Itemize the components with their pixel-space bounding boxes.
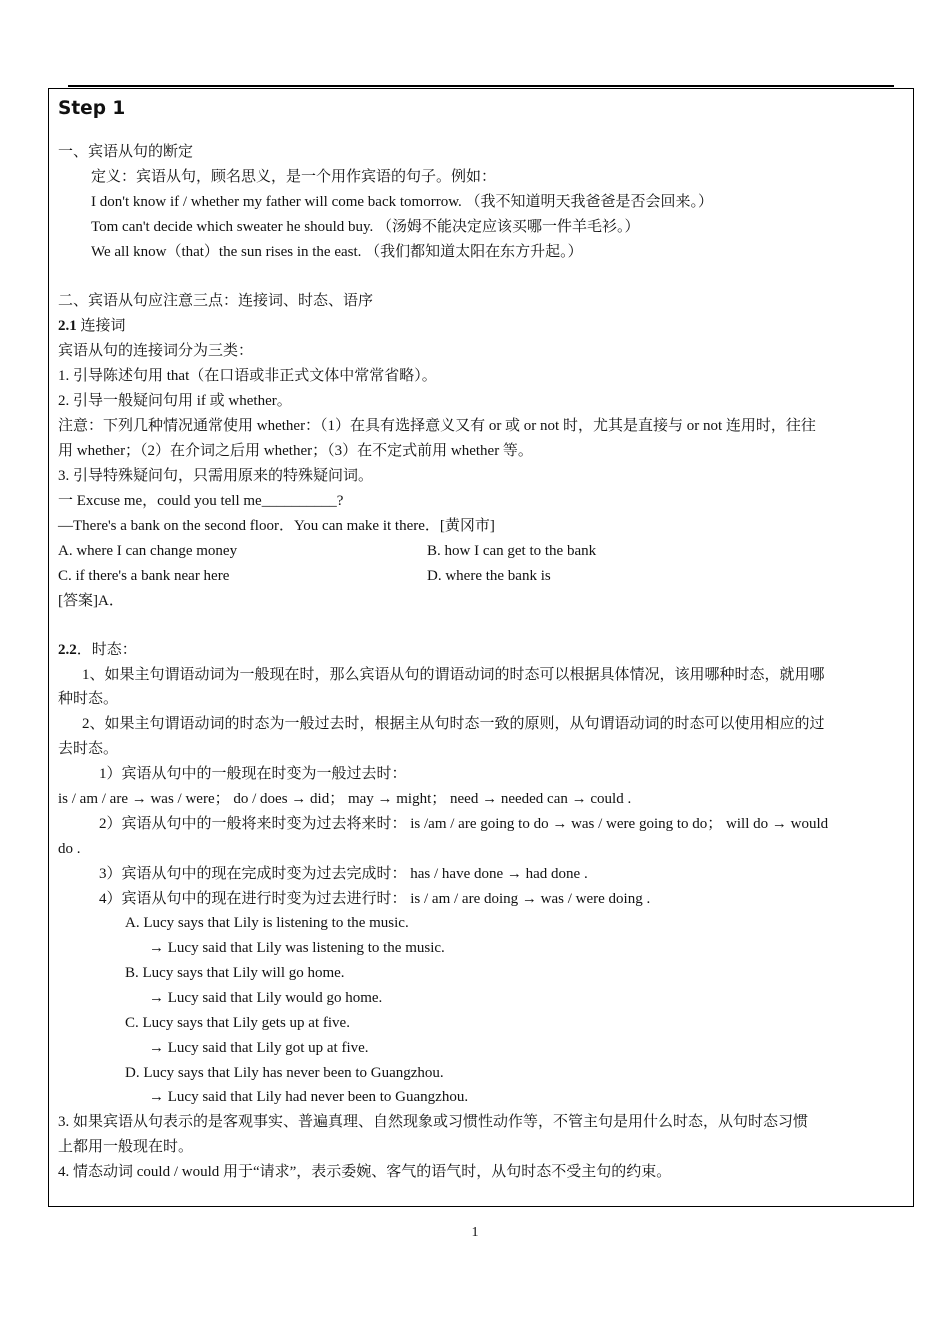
option-b: B. how I can get to the bank	[427, 543, 597, 559]
option-c: C. if there's a bank near here	[58, 568, 230, 584]
subsection-number: 2.1	[58, 318, 77, 334]
example-original: B. Lucy says that Lily will go home.	[125, 965, 345, 981]
connector-item: 1. 引导陈述句用 that（在口语或非正式文体中常常省略）。	[58, 368, 437, 384]
question-line: 一 Excuse me，could you tell me__________?	[58, 493, 344, 509]
example-sentence: We all know（that）the sun rises in the east. （我们都知道太阳在东方升起。）	[91, 244, 583, 260]
connector-intro: 宾语从句的连接词分为三类：	[58, 343, 254, 359]
subsection-title: 连接词	[76, 318, 126, 334]
example-converted: → Lucy said that Lily got up at five.	[149, 1040, 369, 1056]
tense-change-rule: 2）宾语从句中的一般将来时变为过去将来时： is /am / are going to do → was / were going to do； will do → would	[99, 816, 829, 832]
example-converted: → Lucy said that Lily was listening to the music.	[149, 940, 445, 956]
tense-change-examples: is / am / are → was / were； do / does → did； may → might； need → needed can → could .	[58, 791, 632, 807]
answer-text: [答案]A．	[58, 593, 124, 609]
tense-change-rule: 3）宾语从句中的现在完成时变为过去完成时： has / have done → had done .	[99, 866, 588, 882]
example-converted: → Lucy said that Lily had never been to Guangzhou.	[149, 1089, 469, 1105]
section-2-heading: 二、宾语从句应注意三点：连接词、时态、语序	[58, 293, 374, 309]
page-number: 1	[471, 1225, 479, 1240]
subsection-2-2-heading	[58, 640, 137, 660]
tense-rule-paragraph: 上都用一般现在时。	[58, 1139, 194, 1155]
subsection-number: 2.2	[58, 642, 77, 658]
subsection-title: ．时态：	[76, 642, 137, 658]
tense-change-rule: 1）宾语从句中的一般现在时变为一般过去时：	[99, 766, 407, 782]
connector-item: 3. 引导特殊疑问句，只需用原来的特殊疑问词。	[58, 468, 374, 484]
tense-rule-paragraph: 4. 情态动词 could / would 用于“请求”，表示委婉、客气的语气时，从句时态不受主句的约束。	[58, 1164, 672, 1180]
definition-text: 定义：宾语从句，顾名思义，是一个用作宾语的句子。例如：	[91, 169, 497, 185]
content-box	[48, 88, 914, 1207]
note-text: 注意：下列几种情况通常使用 whether：（1）在具有选择意义又有 or 或 or not 时，尤其是直接与 or not 连用时，往往	[58, 418, 816, 434]
example-sentence: Tom can't decide which sweater he should buy. （汤姆不能决定应该买哪一件羊毛衫。）	[91, 219, 640, 235]
option-a: A. where I can change money	[58, 543, 238, 559]
tense-change-rule: 4）宾语从句中的现在进行时变为过去进行时： is / am / are doing → was / were doing .	[99, 891, 651, 907]
example-sentence: I don't know if / whether my father will come back tomorrow. （我不知道明天我爸爸是否会回来。）	[91, 194, 714, 210]
example-converted: → Lucy said that Lily would go home.	[149, 990, 383, 1006]
example-original: D. Lucy says that Lily has never been to Guangzhou.	[125, 1065, 444, 1081]
connector-item: 2. 引导一般疑问句用 if 或 whether。	[58, 393, 292, 409]
note-text: 用 whether；（2）在介词之后用 whether；（3）在不定式前用 whether 等。	[58, 443, 533, 459]
step-title: Step 1	[58, 98, 126, 119]
tense-rule-paragraph: 1、如果主句谓语动词为一般现在时，那么宾语从句的谓语动词的时态可以根据具体情况，该用哪种时态，就用哪	[82, 667, 825, 683]
example-original: A. Lucy says that Lily is listening to the music.	[125, 915, 409, 931]
tense-rule-paragraph: 去时态。	[58, 741, 119, 757]
tense-rule-paragraph: 2、如果主句谓语动词的时态为一般过去时，根据主从句时态一致的原则，从句谓语动词的时态可以使用相应的过	[82, 716, 825, 732]
tense-change-rule: do .	[58, 841, 81, 857]
option-d: D. where the bank is	[427, 568, 551, 584]
question-line: —There's a bank on the second floor．You can make it there．[黄冈市]	[58, 518, 495, 534]
section-1-heading: 一、宾语从句的断定	[58, 144, 194, 160]
example-original: C. Lucy says that Lily gets up at five.	[125, 1015, 350, 1031]
subsection-2-1-heading	[58, 316, 126, 336]
tense-rule-paragraph: 3. 如果宾语从句表示的是客观事实、普遍真理、自然现象或习惯性动作等，不管主句是用什么时态，从句时态习惯	[58, 1114, 809, 1130]
tense-rule-paragraph: 种时态。	[58, 691, 119, 707]
header-rule	[68, 85, 894, 87]
